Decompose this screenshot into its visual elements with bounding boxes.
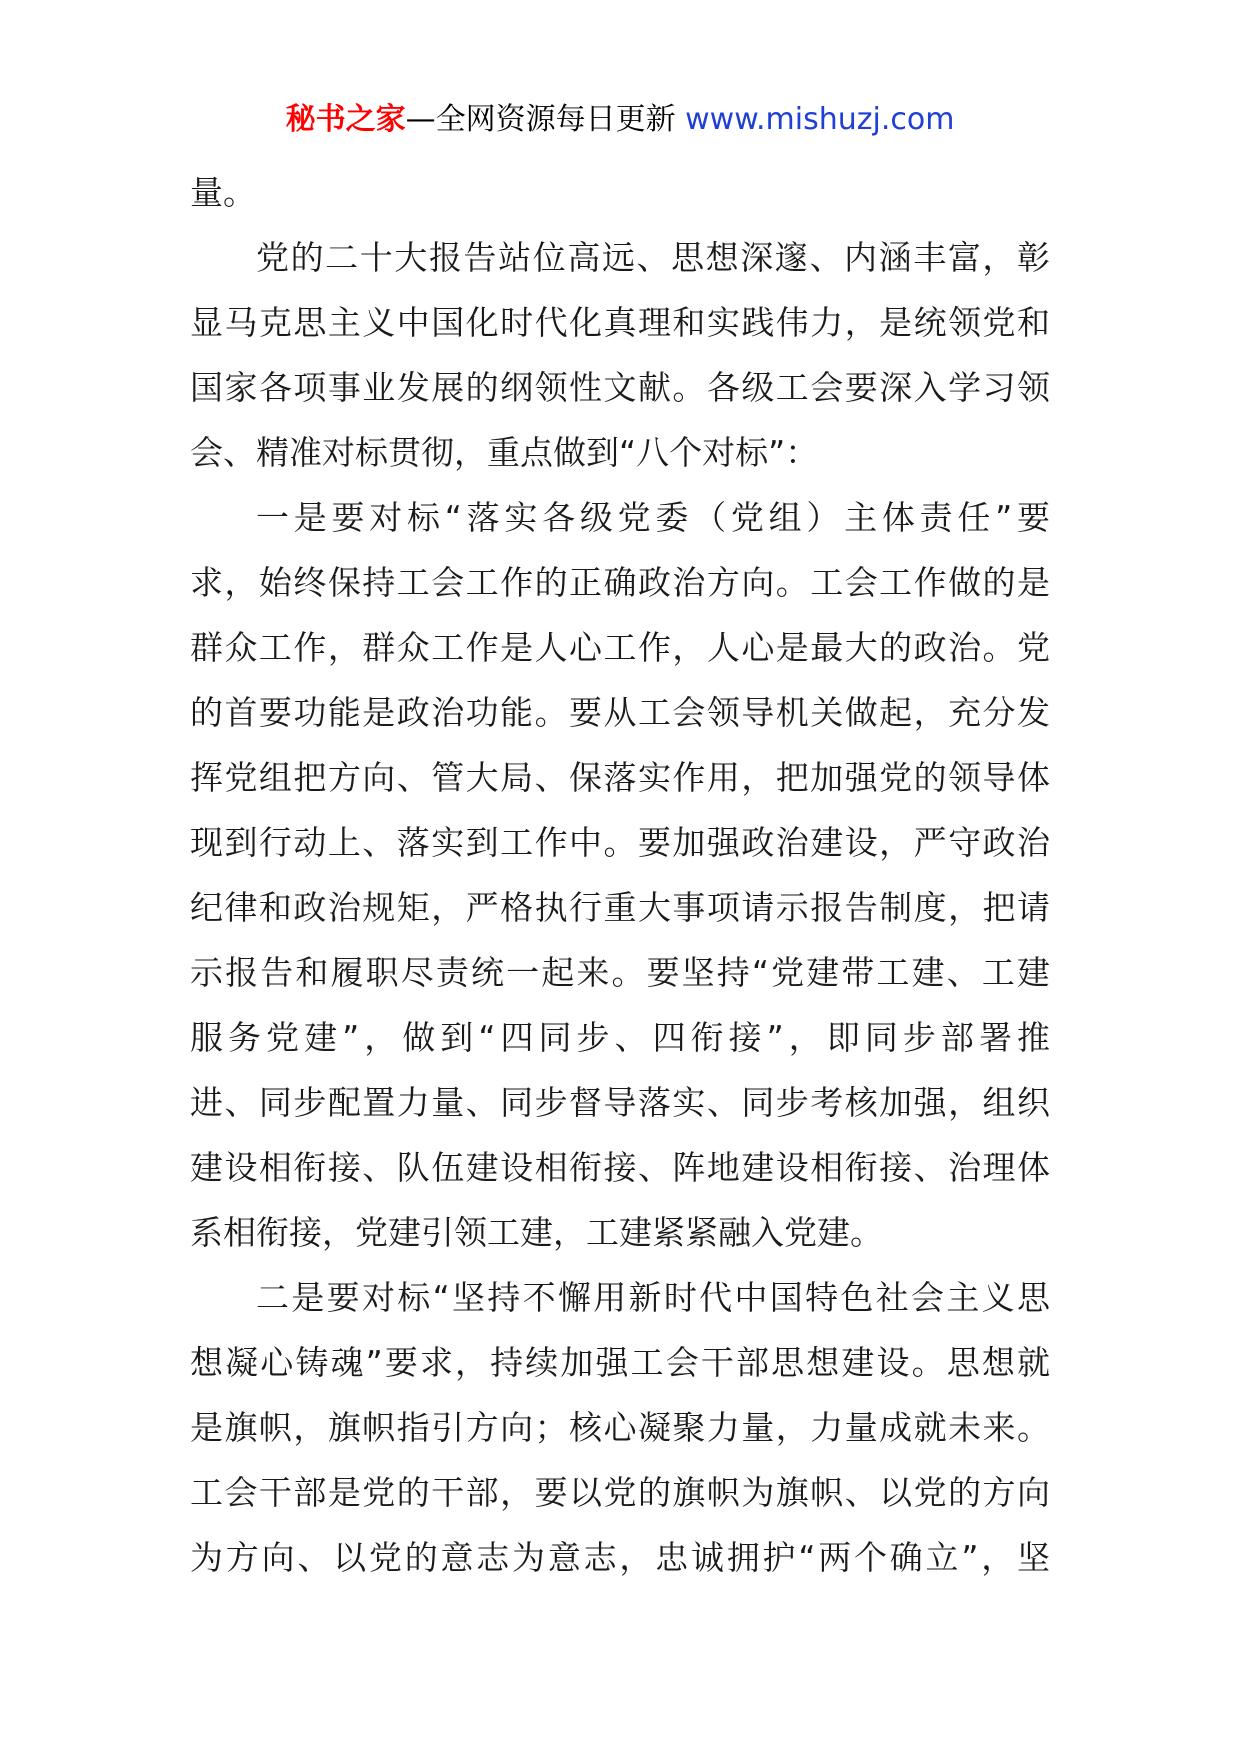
body-text-line: 量。 xyxy=(190,173,256,212)
body-text-line: 进、同步配置力量、同步督导落实、同步考核加强，组织 xyxy=(190,1083,1050,1122)
body-text-line: 一是要对标“落实各级党委（党组）主体责任”要 xyxy=(256,498,1050,537)
body-text-line: 示报告和履职尽责统一起来。要坚持“党建带工建、工建 xyxy=(190,953,1050,992)
body-text-line: 现到行动上、落实到工作中。要加强政治建设，严守政治 xyxy=(190,823,1050,862)
header-tagline: —全网资源每日更新 xyxy=(405,102,676,137)
body-text-line: 二是要对标“坚持不懈用新时代中国特色社会主义思 xyxy=(256,1278,1050,1317)
body-text-line: 纪律和政治规矩，严格执行重大事项请示报告制度，把请 xyxy=(190,888,1050,927)
body-text-line: 求，始终保持工会工作的正确政治方向。工会工作做的是 xyxy=(190,563,1050,602)
body-text-line: 显马克思主义中国化时代化真理和实践伟力，是统领党和 xyxy=(190,303,1050,342)
page-header xyxy=(0,100,1240,140)
body-text-line: 是旗帜，旗帜指引方向；核心凝聚力量，力量成就未来。 xyxy=(190,1408,1050,1447)
body-text-line: 的首要功能是政治功能。要从工会领导机关做起，充分发 xyxy=(190,693,1050,732)
body-text-line: 想凝心铸魂”要求，持续加强工会干部思想建设。思想就 xyxy=(190,1343,1050,1382)
body-text-line: 群众工作，群众工作是人心工作，人心是最大的政治。党 xyxy=(190,628,1050,667)
site-url-link[interactable]: www.mishuzj.com xyxy=(685,102,955,137)
body-text-line: 挥党组把方向、管大局、保落实作用，把加强党的领导体 xyxy=(190,758,1050,797)
body-text-line: 国家各项事业发展的纲领性文献。各级工会要深入学习领 xyxy=(190,368,1050,407)
body-text-line: 会、精准对标贯彻，重点做到“八个对标”： xyxy=(190,433,819,472)
body-text-line: 党的二十大报告站位高远、思想深邃、内涵丰富，彰 xyxy=(256,238,1050,277)
body-text-line: 建设相衔接、队伍建设相衔接、阵地建设相衔接、治理体 xyxy=(190,1148,1050,1187)
body-text-line: 系相衔接，党建引领工建，工建紧紧融入党建。 xyxy=(190,1213,883,1252)
brand-name: 秘书之家 xyxy=(285,102,406,137)
body-text-line: 工会干部是党的干部，要以党的旗帜为旗帜、以党的方向 xyxy=(190,1473,1050,1512)
body-text-line: 服务党建”，做到“四同步、四衔接”，即同步部署推 xyxy=(190,1018,1050,1057)
document-body xyxy=(190,160,1050,1590)
body-text-line: 为方向、以党的意志为意志，忠诚拥护“两个确立”，坚 xyxy=(190,1538,1050,1577)
